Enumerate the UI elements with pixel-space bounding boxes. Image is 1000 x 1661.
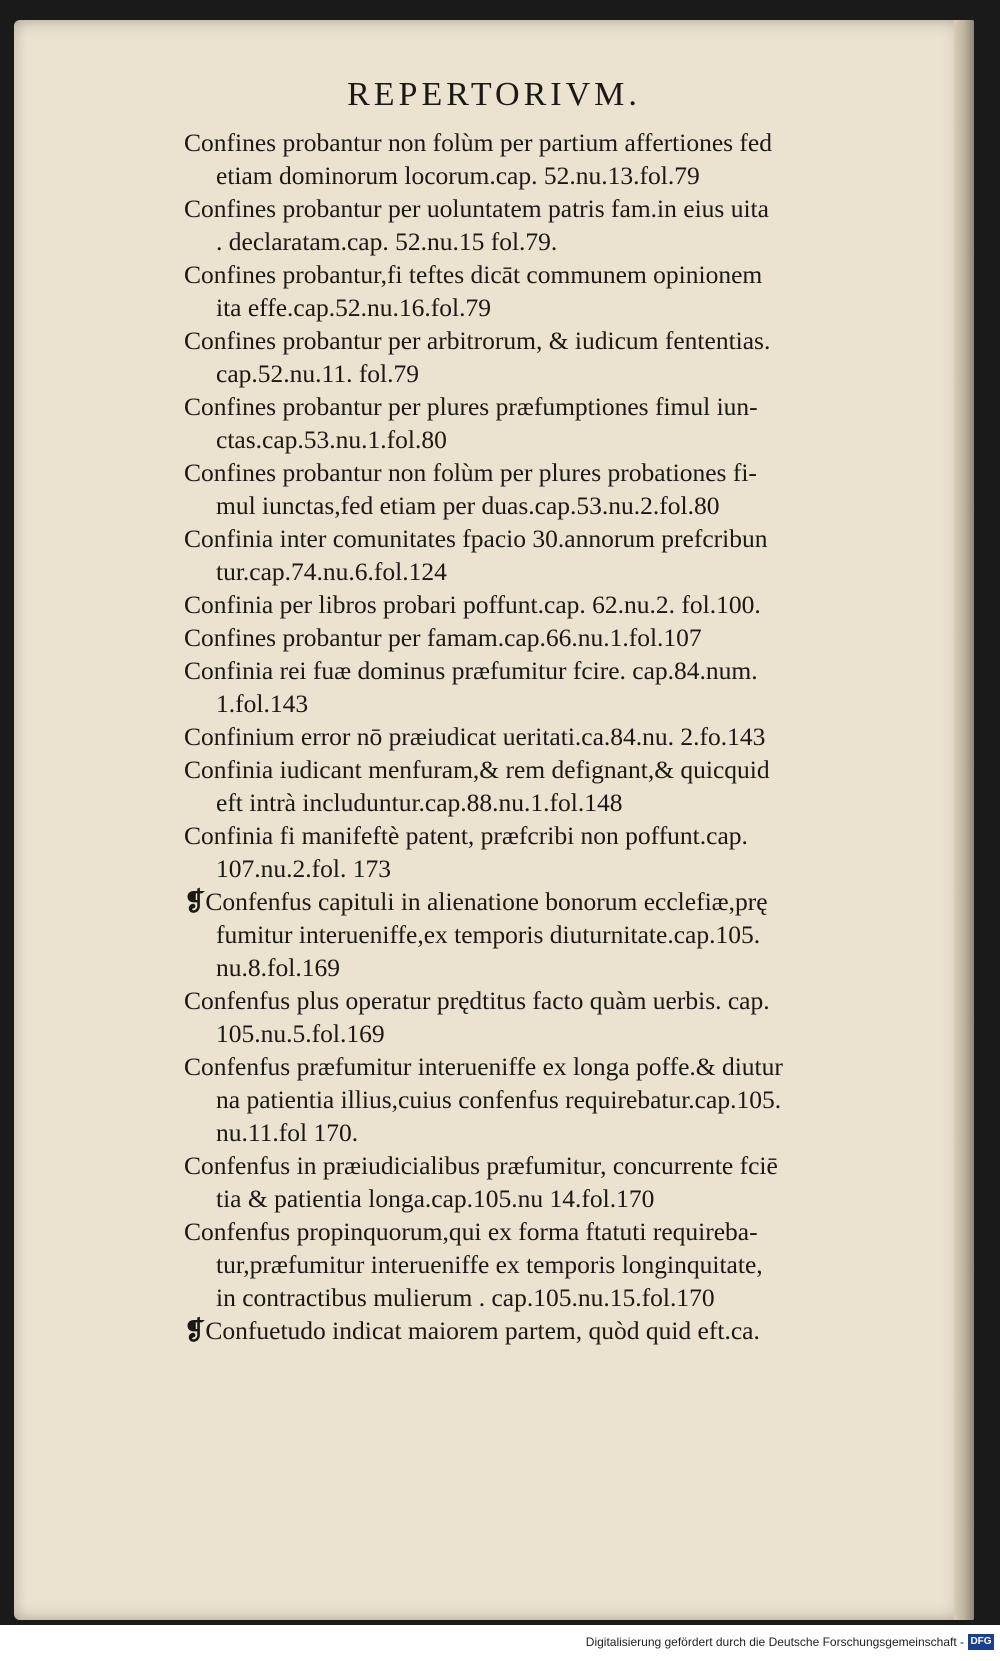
entry-text: Confines probantur per famam.cap.66.nu.1.fol.107 — [184, 623, 702, 652]
index-entry — [184, 522, 914, 588]
entry-continuation: nu.8.fol.169 — [216, 953, 340, 982]
dfg-logo-icon: DFG — [968, 1634, 994, 1650]
index-entry — [184, 324, 914, 390]
entry-continuation: . declaratam.cap. 52.nu.15 fol.79. — [216, 227, 558, 256]
entry-text: Confenfus capituli in alienatione bonorum ecclefiæ,prę — [205, 887, 768, 916]
entry-continuation: tia & patientia longa.cap.105.nu 14.fol.170 — [216, 1184, 655, 1213]
entry-text: Confines probantur non folùm per plures probationes fi- — [184, 458, 757, 487]
entry-text: Confines probantur per uoluntatem patris fam.in eius uita — [184, 194, 769, 223]
entry-text: Confenfus plus operatur prędtitus facto quàm uerbis. cap. — [184, 986, 770, 1015]
entry-line — [184, 390, 914, 423]
entry-continuation: 107.nu.2.fol. 173 — [216, 854, 391, 883]
entry-text: Confenfus propinquorum,qui ex forma ftatuti requireba- — [184, 1217, 758, 1246]
index-entry — [184, 654, 914, 720]
entry-continuation: etiam dominorum locorum.cap. 52.nu.13.fol.79 — [216, 161, 700, 190]
entry-text: Confuetudo indicat maiorem partem, quòd quid eft.ca. — [205, 1316, 760, 1345]
entry-continuation: ctas.cap.53.nu.1.fol.80 — [216, 425, 447, 454]
index-entry — [184, 258, 914, 324]
entry-line — [184, 819, 914, 852]
entry-line — [184, 984, 914, 1017]
index-entry — [184, 720, 914, 753]
index-entry — [184, 753, 914, 819]
entry-line — [184, 126, 914, 159]
entry-line — [184, 621, 914, 654]
page-edge — [954, 20, 974, 1620]
entry-line — [184, 720, 914, 753]
entry-continuation: nu.11.fol 170. — [216, 1118, 359, 1147]
running-header: REPERTORIVM. — [347, 76, 641, 113]
entry-continuation: cap.52.nu.11. fol.79 — [216, 359, 420, 388]
index-entry — [184, 984, 914, 1050]
entry-text: Confinia fi manifeftè patent, præfcribi non poffunt.cap. — [184, 821, 748, 850]
entry-text: Confinia inter comunitates fpacio 30.annorum prefcribun — [184, 524, 768, 553]
entry-text: Confines probantur,fi teftes dicāt communem opinionem — [184, 260, 763, 289]
index-entry — [184, 1050, 914, 1149]
index-entry — [184, 390, 914, 456]
entry-continuation: na patientia illius,cuius confenfus requirebatur.cap.105. — [216, 1085, 782, 1114]
pilcrow-icon: ❡ — [184, 887, 206, 916]
entry-line — [184, 885, 914, 918]
entry-line — [184, 654, 914, 687]
pilcrow-icon: ❡ — [184, 1316, 206, 1345]
entry-text: Confinia iudicant menfuram,& rem defignant,& quicquid — [184, 755, 770, 784]
entry-text: Confines probantur per plures præfumptiones fimul iun- — [184, 392, 758, 421]
entry-line — [184, 1050, 914, 1083]
entry-line — [184, 324, 914, 357]
entry-line — [184, 522, 914, 555]
entry-text: Confenfus in præiudicialibus præfumitur, concurrente fciē — [184, 1151, 778, 1180]
entry-text: Confinium error nō præiudicat ueritati.ca.84.nu. 2.fo.143 — [184, 722, 766, 751]
entry-text: Confinia rei fuæ dominus præfumitur fcire. cap.84.num. — [184, 656, 758, 685]
index-entry — [184, 1314, 914, 1347]
entry-continuation: fumitur interueniffe,ex temporis diuturnitate.cap.105. — [216, 920, 761, 949]
entry-line — [184, 192, 914, 225]
entry-continuation: mul iunctas,fed etiam per duas.cap.53.nu.2.fol.80 — [216, 491, 720, 520]
index-entry — [184, 1215, 914, 1314]
entry-continuation: 1.fol.143 — [216, 689, 309, 718]
entry-line — [184, 258, 914, 291]
entry-text: Confenfus præfumitur interueniffe ex longa poffe.& diutur — [184, 1052, 783, 1081]
index-entry — [184, 1149, 914, 1215]
book-page — [14, 20, 974, 1620]
index-entry — [184, 126, 914, 192]
entry-line — [184, 1314, 914, 1347]
entry-text: Confines probantur per arbitrorum, & iudicum fententias. — [184, 326, 771, 355]
entry-continuation: in contractibus mulierum . cap.105.nu.15.fol.170 — [216, 1283, 715, 1312]
entry-continuation: tur,præfumitur interueniffe ex temporis longinquitate, — [216, 1250, 763, 1279]
index-entry — [184, 588, 914, 621]
entry-continuation: 105.nu.5.fol.169 — [216, 1019, 385, 1048]
entry-line — [184, 1215, 914, 1248]
entry-continuation: ita effe.cap.52.nu.16.fol.79 — [216, 293, 491, 322]
entry-line — [184, 1149, 914, 1182]
index-entry — [184, 621, 914, 654]
index-entry — [184, 885, 914, 984]
entry-line — [184, 588, 914, 621]
entry-line — [184, 456, 914, 489]
footer-credit: Digitalisierung gefördert durch die Deutsche Forschungsgemeinschaft - — [585, 1635, 964, 1649]
entry-text: Confines probantur non folùm per partium affertiones fed — [184, 128, 772, 157]
index-entry — [184, 819, 914, 885]
entry-continuation: eft intrà includuntur.cap.88.nu.1.fol.148 — [216, 788, 623, 817]
digitization-footer — [0, 1625, 1000, 1661]
index-entries — [184, 126, 914, 1347]
index-entry — [184, 192, 914, 258]
entry-continuation: tur.cap.74.nu.6.fol.124 — [216, 557, 447, 586]
entry-line — [184, 753, 914, 786]
index-entry — [184, 456, 914, 522]
entry-text: Confinia per libros probari poffunt.cap. 62.nu.2. fol.100. — [184, 590, 761, 619]
